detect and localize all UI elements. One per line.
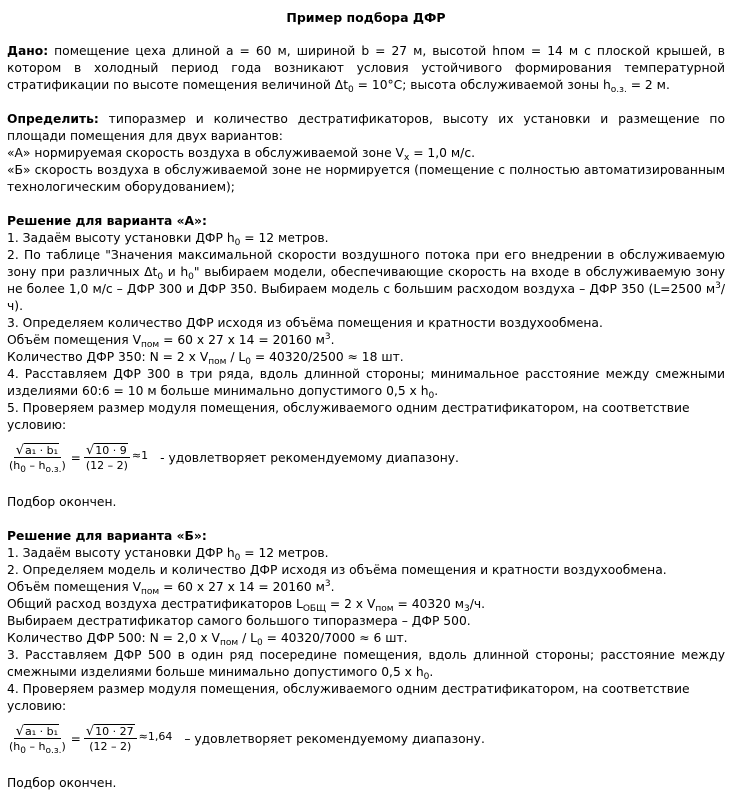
solution-b-count: Количество ДФР 500: N = 2,0 x $V_{пом} / L_0 = 40320/7000 \approx 6$ шт. (7, 631, 408, 648)
solution-a-formula: $\frac{\text{√a₁ · b₁}}{(h_0 - h_{о.з.})}$ = $\frac{√10 \cdot 9}{(12 - 2)}$ ≈1 - удовлетворяет рекомендуемому диапазону. (9, 443, 459, 475)
solution-b-heading: Решение для варианта «Б»: (7, 529, 207, 543)
formula-description: – удовлетворяет рекомендуемому диапазону. (184, 732, 485, 746)
given-label: Дано: (7, 44, 49, 58)
solution-a-volume: Объём помещения $V_{пом} = 60$ x 27 x 14 = 20160 $м^3$. (7, 332, 335, 350)
solution-a-step-3: 3. Определяем количество ДФР исходя из объёма помещения и кратности воздухообмена. (7, 316, 603, 330)
solution-b-choose: Выбираем дестратификатор самого большого типоразмера – ДФР 500. (7, 614, 471, 628)
solution-b-step-1: 1. Задаём высоту установки ДФР $h_0 = 12$ метров. (7, 546, 329, 563)
formula-result: ≈1,64 (138, 729, 173, 743)
solution-b-step-2: 2. Определяем модель и количество ДФР исходя из объёма помещения и кратности воздухообмена. (7, 563, 667, 577)
formula-result: ≈1 (131, 448, 149, 462)
document (7, 10, 725, 792)
solution-b-formula: $\frac{\text{√a₁ · b₁}}{(h_0 - h_{о.з.})}$ = $\frac{√10 \cdot 27}{(12 - 2)}$ ≈1,64 – удовлетворяет рекомендуемому диапазону. (9, 724, 485, 756)
option-b-line: «Б» скорость воздуха в обслуживаемой зоне не нормируется (помещение с полностью автоматизированным технологическим оборудованием); (7, 163, 725, 194)
formula-description: - удовлетворяет рекомендуемому диапазону. (160, 451, 459, 465)
option-a-line: «А» нормируемая скорость воздуха в обслуживаемой зоне $V_x = 1,0$ м/с. (7, 146, 475, 163)
solution-b-step-4: 4. Проверяем размер модуля помещения, обслуживаемого одним дестратификатором, на соответствие условию: (7, 682, 690, 713)
formula-right-fraction: $\frac{√10 \cdot 27}{(12 - 2)}$ (84, 725, 137, 753)
solution-a-step-5: 5. Проверяем размер модуля помещения, обслуживаемого одним дестратификатором, на соответствие условию: (7, 401, 690, 432)
formula-left-fraction: $\frac{\text{√a₁ · b₁}}{(h_0 - h_{о.з.})}$ (9, 443, 66, 475)
determine-label: Определить: (7, 112, 99, 126)
solution-a-step-2: 2. По таблице "Значения максимальной скорости воздушного потока при его внедрении в обслуживаемую зону при различных $\Delta t_0$ и $h_0$" выбираем модели, обеспечивающие скорость на входе в обслуживаемую зону не более 1,0 м/с – ДФР 300 и ДФР 350. Выбираем модель с большим расходом воздуха – ДФР 350 (L=2500 $м^3/ч$). (7, 248, 726, 313)
solution-a-count: Количество ДФР 350: N = 2 x $V_{пом} / L_0 = 40320/2500 \approx 18$ шт. (7, 350, 404, 367)
determine-paragraph: Определить: типоразмер и количество дестратификаторов, высоту их установки и размещение по площади помещения для двух вариантов: (7, 112, 725, 143)
formula-right-fraction: $\frac{√10 \cdot 9}{(12 - 2)}$ (85, 443, 128, 472)
formula-left-fraction: $\frac{\text{√a₁ · b₁}}{(h_0 - h_{о.з.})}$ (9, 724, 66, 756)
solution-b-volume: Объём помещения $V_{пом} = 60$ x 27 x 14 = 20160 $м^3$. (7, 579, 335, 597)
document-title: Пример подбора ДФР (286, 10, 446, 25)
solution-a-done: Подбор окончен. (7, 495, 117, 509)
solution-b-flow: Общий расход воздуха дестратификаторов $L_{ОБЩ} = 2$ x $V_{пом} = 40320$ $м_3/ч$. (7, 597, 486, 614)
given-paragraph: Дано: помещение цеха длиной a = 60 м, шириной b = 27 м, высотой hпом = 14 м с плоской крышей, в котором в холодный период года возникают условия устойчивого формирования температурной стратификации по высоте помещения величиной $\Delta t_0 = 10^\circ C$; высота обслуживаемой зоны $h_{о.з.} = 2$ м. (7, 44, 725, 95)
solution-a-step-1: 1. Задаём высоту установки ДФР $h_0 = 12$ метров. (7, 231, 329, 248)
solution-a-step-4: 4. Расставляем ДФР 300 в три ряда, вдоль длинной стороны; минимальное расстояние между смежными изделиями 60:6 = 10 м больше минимально допустимого 0,5 x $h_0$. (7, 367, 725, 401)
solution-a-heading: Решение для варианта «А»: (7, 214, 207, 228)
solution-b-step-3: 3. Расставляем ДФР 500 в один ряд посередине помещения, вдоль длинной стороны; расстояние между смежными изделиями больше минимально допустимого 0,5 x $h_0$. (7, 648, 725, 682)
solution-b-done: Подбор окончен. (7, 776, 117, 790)
